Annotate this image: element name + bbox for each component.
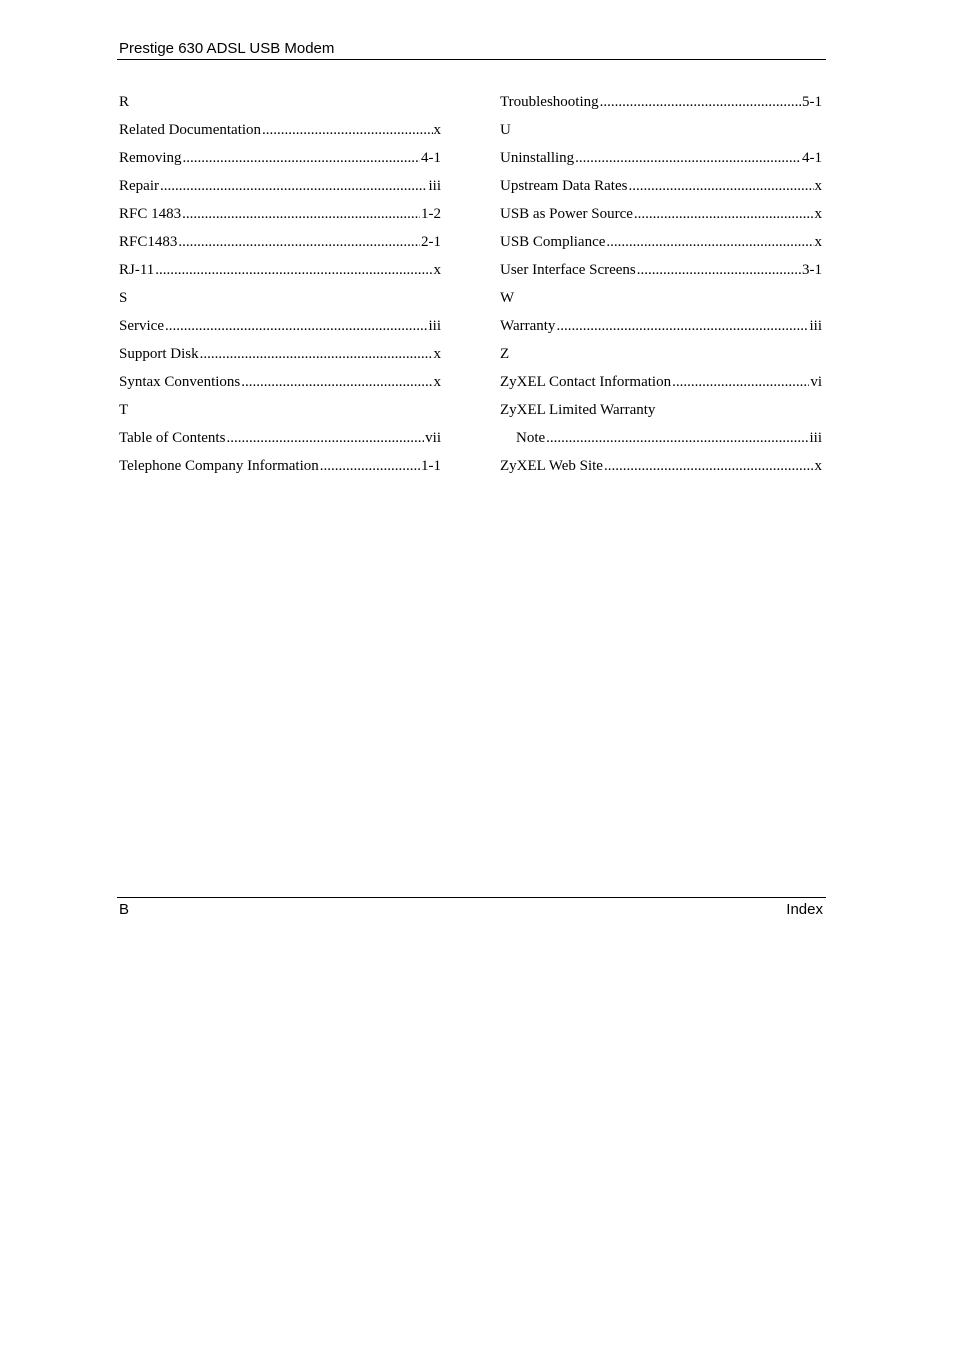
index-entry bbox=[119, 452, 441, 480]
dot-leader bbox=[200, 340, 433, 368]
index-letter-heading bbox=[500, 116, 822, 144]
dot-leader bbox=[575, 144, 801, 172]
index-entry bbox=[500, 172, 822, 200]
index-term: USB Compliance bbox=[500, 234, 606, 250]
letter-label: T bbox=[119, 402, 129, 418]
index-term: USB as Power Source bbox=[500, 206, 633, 222]
index-term: ZyXEL Contact Information bbox=[500, 374, 672, 390]
section-name: Index bbox=[786, 901, 823, 918]
index-term: Uninstalling bbox=[500, 150, 575, 166]
index-entry bbox=[500, 88, 822, 116]
index-entry bbox=[119, 172, 441, 200]
dot-leader bbox=[226, 424, 424, 452]
index-term: User Interface Screens bbox=[500, 262, 636, 278]
dot-leader bbox=[604, 452, 814, 480]
index-page-ref: 4-1 bbox=[802, 150, 822, 166]
index-term: Telephone Company Information bbox=[119, 458, 319, 474]
index-page-ref: x bbox=[814, 234, 822, 250]
index-entry bbox=[500, 256, 822, 284]
dot-leader bbox=[672, 368, 809, 396]
index-subentry bbox=[500, 424, 822, 452]
index-column-right bbox=[500, 88, 822, 480]
page-number: B bbox=[119, 901, 130, 918]
index-term: RFC1483 bbox=[119, 234, 178, 250]
dot-leader bbox=[183, 144, 421, 172]
dot-leader bbox=[241, 368, 432, 396]
index-page-ref: x bbox=[814, 178, 822, 194]
index-term: Upstream Data Rates bbox=[500, 178, 628, 194]
index-letter-heading bbox=[119, 396, 441, 424]
dot-leader bbox=[178, 228, 420, 256]
index-term: Table of Contents bbox=[119, 430, 226, 446]
index-term: Troubleshooting bbox=[500, 94, 599, 110]
dot-leader bbox=[262, 116, 432, 144]
dot-leader bbox=[637, 256, 801, 284]
dot-leader bbox=[165, 312, 428, 340]
letter-label: U bbox=[500, 122, 511, 138]
index-term: Related Documentation bbox=[119, 122, 262, 138]
index-letter-heading bbox=[500, 284, 822, 312]
index-term: Support Disk bbox=[119, 346, 199, 362]
index-entry bbox=[500, 452, 822, 480]
index-page-ref: 1-1 bbox=[421, 458, 441, 474]
dot-leader bbox=[182, 200, 420, 228]
dot-leader bbox=[600, 88, 801, 116]
index-entry bbox=[500, 396, 822, 424]
index-term: Repair bbox=[119, 178, 159, 194]
index-term: Warranty bbox=[500, 318, 556, 334]
index-entry bbox=[500, 312, 822, 340]
index-page-ref: x bbox=[814, 206, 822, 222]
letter-label: Z bbox=[500, 346, 510, 362]
letter-label: W bbox=[500, 290, 515, 306]
index-entry bbox=[119, 312, 441, 340]
index-entry bbox=[500, 200, 822, 228]
index-term: ZyXEL Web Site bbox=[500, 458, 603, 474]
index-term: Note bbox=[516, 430, 546, 446]
index-page-ref: x bbox=[433, 122, 441, 138]
index-page-ref: 3-1 bbox=[802, 262, 822, 278]
index-column-left bbox=[119, 88, 441, 480]
index-entry bbox=[500, 368, 822, 396]
index-page-ref: x bbox=[814, 458, 822, 474]
page-footer bbox=[117, 897, 826, 921]
dot-leader bbox=[634, 200, 814, 228]
index-letter-heading bbox=[119, 284, 441, 312]
index-page-ref: x bbox=[433, 346, 441, 362]
index-page-ref: iii bbox=[809, 318, 822, 334]
dot-leader bbox=[160, 172, 428, 200]
letter-label: S bbox=[119, 290, 128, 306]
index-entry bbox=[119, 368, 441, 396]
document-title: Prestige 630 ADSL USB Modem bbox=[119, 40, 335, 57]
index-entry bbox=[119, 144, 441, 172]
index-entry bbox=[119, 256, 441, 284]
page-header bbox=[117, 38, 826, 60]
index-page-ref: x bbox=[433, 262, 441, 278]
index-entry bbox=[119, 200, 441, 228]
index-page-ref: 1-2 bbox=[421, 206, 441, 222]
index-entry bbox=[119, 340, 441, 368]
dot-leader bbox=[606, 228, 813, 256]
dot-leader bbox=[155, 256, 432, 284]
index-page-ref: x bbox=[433, 374, 441, 390]
index-term: Removing bbox=[119, 150, 182, 166]
index-term: RJ-11 bbox=[119, 262, 155, 278]
dot-leader bbox=[320, 452, 420, 480]
index-term: Syntax Conventions bbox=[119, 374, 241, 390]
index-entry bbox=[500, 144, 822, 172]
index-page-ref: 5-1 bbox=[802, 94, 822, 110]
index-page-ref: iii bbox=[428, 178, 441, 194]
index-page-ref: 2-1 bbox=[421, 234, 441, 250]
index-page-ref: vi bbox=[810, 374, 822, 390]
dot-leader bbox=[628, 172, 813, 200]
index-term: Service bbox=[119, 318, 164, 334]
letter-label: R bbox=[119, 94, 130, 110]
index-entry bbox=[119, 116, 441, 144]
index-page-ref: vii bbox=[425, 430, 441, 446]
index-entry bbox=[119, 424, 441, 452]
index-term: ZyXEL Limited Warranty bbox=[500, 402, 656, 418]
index-page-ref: iii bbox=[428, 318, 441, 334]
index-page-ref: 4-1 bbox=[421, 150, 441, 166]
index-entry bbox=[500, 228, 822, 256]
index-letter-heading bbox=[119, 88, 441, 116]
index-page-ref: iii bbox=[809, 430, 822, 446]
dot-leader bbox=[546, 424, 808, 452]
index-entry bbox=[119, 228, 441, 256]
index-letter-heading bbox=[500, 340, 822, 368]
dot-leader bbox=[556, 312, 808, 340]
index-term: RFC 1483 bbox=[119, 206, 182, 222]
